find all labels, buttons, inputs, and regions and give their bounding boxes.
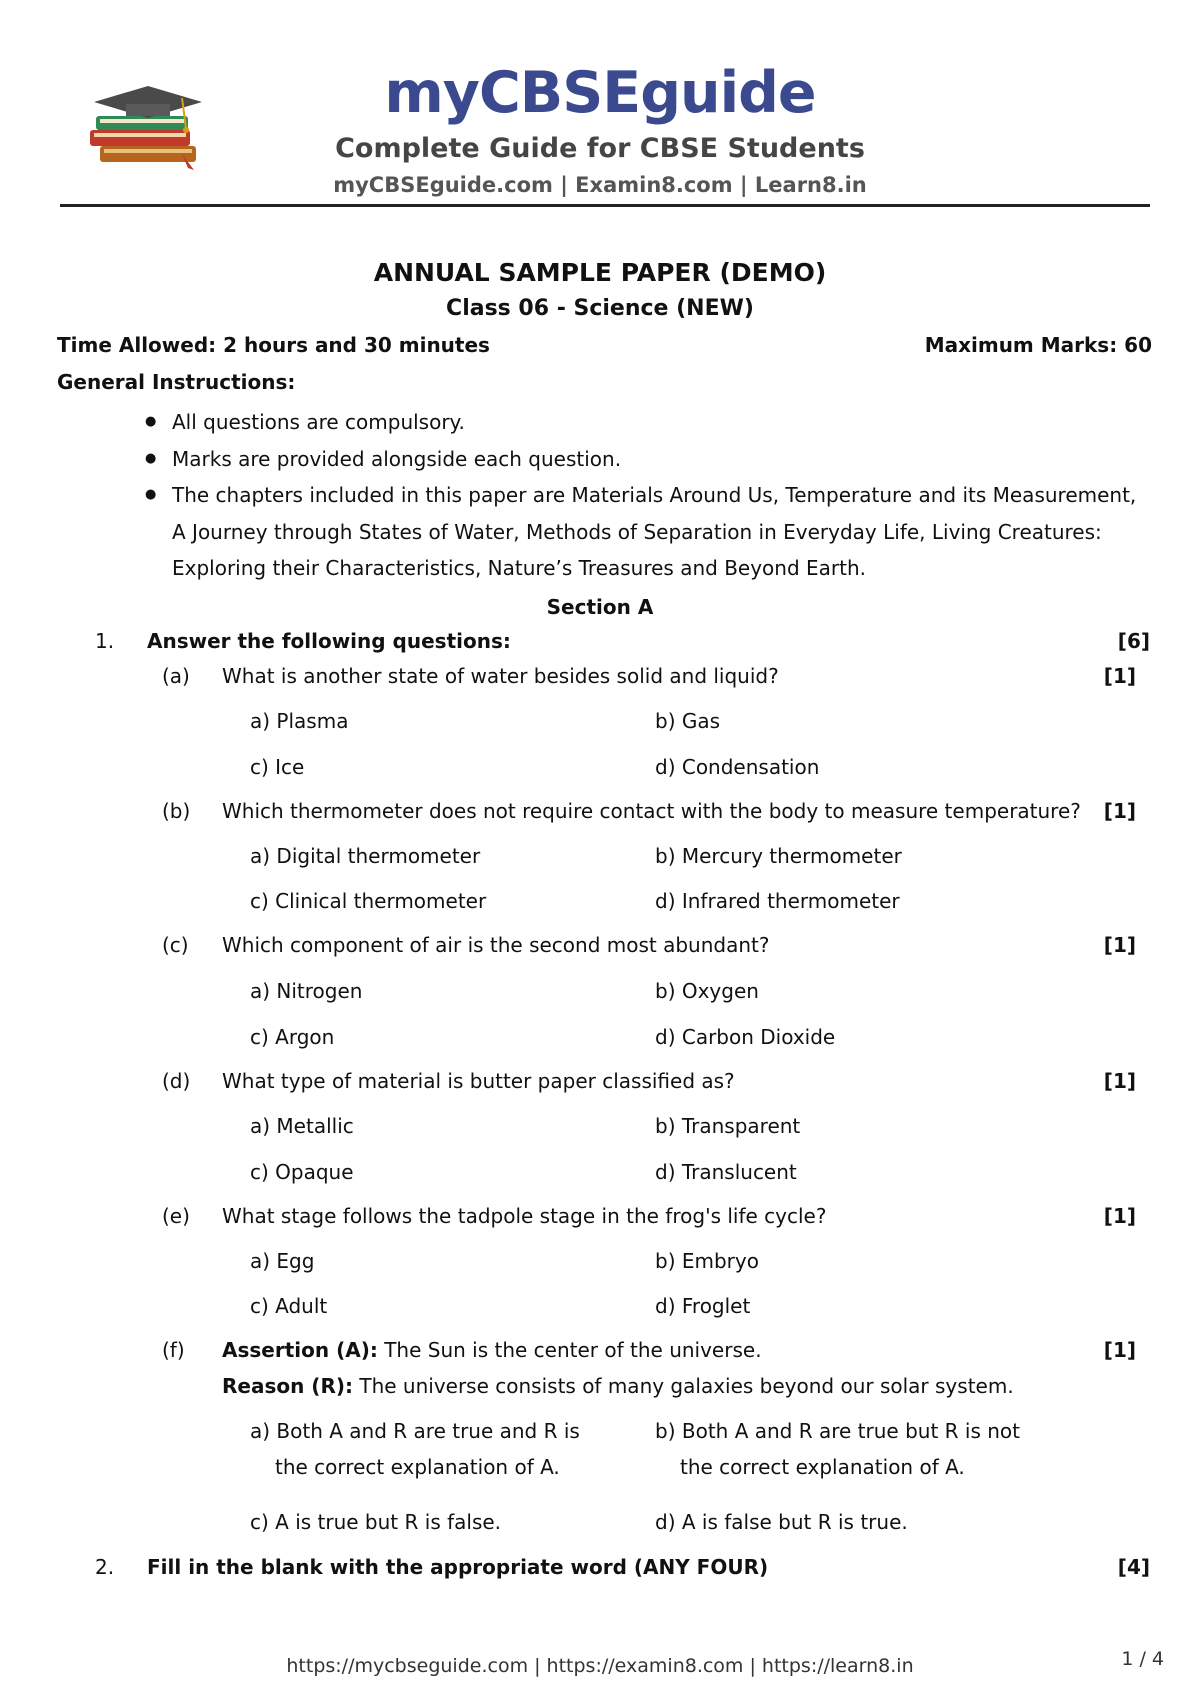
subquestion-label: (f) bbox=[162, 1338, 185, 1362]
brand-block bbox=[0, 58, 1200, 200]
subquestion-label: (d) bbox=[162, 1069, 191, 1093]
question-number: 2. bbox=[95, 1555, 115, 1579]
instruction-item: ● The chapters included in this paper are Materials Around Us, Temperature and its Measurement, A Journey through States of Water, Methods of Separation in Everyday Life, Living Creatures: Exploring their Characteristics, Nature’s Treasures and Beyond Earth. bbox=[145, 477, 1155, 587]
option-d: d) Froglet bbox=[655, 1294, 751, 1318]
subquestion-label: (b) bbox=[162, 799, 191, 823]
question-marks: [6] bbox=[1117, 629, 1150, 653]
option-a: a) Nitrogen bbox=[250, 979, 363, 1003]
subquestion-label: (a) bbox=[162, 664, 190, 688]
question-marks: [4] bbox=[1117, 1555, 1150, 1579]
option-d: d) Carbon Dioxide bbox=[655, 1025, 836, 1049]
subquestion-marks: [1] bbox=[1103, 1204, 1136, 1228]
subquestion-marks: [1] bbox=[1103, 1338, 1136, 1362]
option-a: a) Plasma bbox=[250, 709, 349, 733]
instruction-item: ● Marks are provided alongside each question. bbox=[145, 441, 1155, 478]
option-c: c) A is true but R is false. bbox=[250, 1510, 502, 1534]
assertion-text: The Sun is the center of the universe. bbox=[377, 1338, 762, 1362]
subquestion-text: What is another state of water besides solid and liquid? bbox=[222, 664, 779, 688]
subquestion-marks: [1] bbox=[1103, 799, 1136, 823]
question-number: 1. bbox=[95, 629, 115, 653]
time-allowed: Time Allowed: 2 hours and 30 minutes bbox=[57, 333, 490, 357]
reason-label: Reason (R): bbox=[222, 1374, 353, 1398]
option-b: b) Oxygen bbox=[655, 979, 759, 1003]
instructions-list bbox=[145, 404, 1155, 587]
option-d: d) Infrared thermometer bbox=[655, 889, 900, 913]
option-a: a) Digital thermometer bbox=[250, 844, 481, 868]
subquestion-text: What type of material is butter paper classified as? bbox=[222, 1069, 735, 1093]
footer-links: https://mycbseguide.com | https://examin8.com | https://learn8.in bbox=[286, 1655, 914, 1677]
reason-text: The universe consists of many galaxies beyond our solar system. bbox=[353, 1374, 1014, 1398]
brand-tagline: Complete Guide for CBSE Students bbox=[335, 133, 865, 164]
subquestion-text: What stage follows the tadpole stage in the frog's life cycle? bbox=[222, 1204, 827, 1228]
option-a: a) Egg bbox=[250, 1249, 315, 1273]
option-c: c) Adult bbox=[250, 1294, 328, 1318]
option-b: b) Transparent bbox=[655, 1114, 801, 1138]
option-d: d) A is false but R is true. bbox=[655, 1510, 908, 1534]
paper-subtitle: Class 06 - Science (NEW) bbox=[446, 296, 754, 321]
reason-line bbox=[222, 1371, 1082, 1401]
subquestion-label: (e) bbox=[162, 1204, 190, 1228]
option-c: c) Ice bbox=[250, 755, 305, 779]
instructions-heading: General Instructions: bbox=[57, 370, 296, 394]
option-a: a) Both A and R are true and R is the correct explanation of A. bbox=[250, 1419, 580, 1479]
option-a: a) Metallic bbox=[250, 1114, 354, 1138]
option-c: c) Clinical thermometer bbox=[250, 889, 487, 913]
brand-name: myCBSEguide bbox=[384, 60, 816, 126]
option-c: c) Argon bbox=[250, 1025, 335, 1049]
option-b: b) Embryo bbox=[655, 1249, 759, 1273]
paper-title: ANNUAL SAMPLE PAPER (DEMO) bbox=[373, 258, 827, 287]
option-c: c) Opaque bbox=[250, 1160, 354, 1184]
assertion-line bbox=[222, 1335, 1082, 1365]
subquestion-label: (c) bbox=[162, 933, 189, 957]
question-text: Fill in the blank with the appropriate word (ANY FOUR) bbox=[147, 1555, 769, 1579]
brand-links: myCBSEguide.com | Examin8.com | Learn8.in bbox=[333, 173, 867, 197]
option-b: b) Gas bbox=[655, 709, 721, 733]
time-marks-line bbox=[57, 330, 1152, 360]
subquestion-marks: [1] bbox=[1103, 664, 1136, 688]
page-number: 1 / 4 bbox=[1121, 1648, 1164, 1670]
subquestion-text: Which thermometer does not require contact with the body to measure temperature? bbox=[222, 799, 1081, 823]
option-b: b) Both A and R are true but R is not the correct explanation of A. bbox=[655, 1419, 1020, 1479]
option-d: d) Condensation bbox=[655, 755, 820, 779]
maximum-marks: Maximum Marks: 60 bbox=[924, 333, 1152, 357]
section-title: Section A bbox=[546, 595, 654, 619]
subquestion-text: Which component of air is the second most abundant? bbox=[222, 933, 770, 957]
option-d: d) Translucent bbox=[655, 1160, 797, 1184]
question-text: Answer the following questions: bbox=[147, 629, 511, 653]
instruction-item: ● All questions are compulsory. bbox=[145, 404, 1155, 441]
assertion-label: Assertion (A): bbox=[222, 1338, 378, 1362]
option-b: b) Mercury thermometer bbox=[655, 844, 902, 868]
subquestion-marks: [1] bbox=[1103, 1069, 1136, 1093]
header-divider bbox=[60, 204, 1150, 207]
subquestion-marks: [1] bbox=[1103, 933, 1136, 957]
